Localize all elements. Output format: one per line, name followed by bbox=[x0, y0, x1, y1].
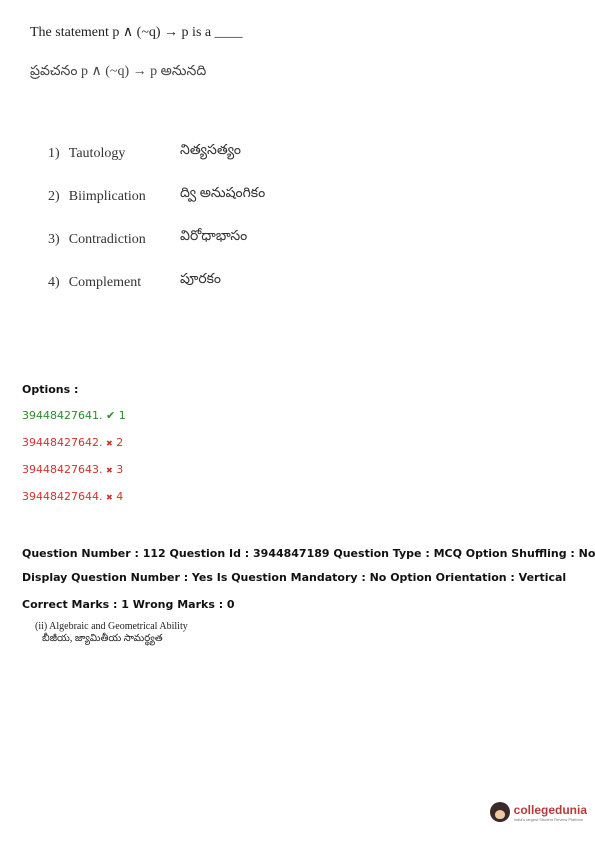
option-row bbox=[22, 463, 123, 476]
brand-name: collegedunia bbox=[513, 802, 587, 817]
question-english: The statement p ∧ (~q) → p is a ____ bbox=[30, 25, 243, 40]
option-row bbox=[22, 490, 123, 503]
choice-english: Complement bbox=[68, 275, 142, 290]
choice-english: Contradiction bbox=[68, 232, 146, 247]
question-meta-line-3: Correct Marks : 1 Wrong Marks : 0 bbox=[22, 598, 235, 611]
choice-4 bbox=[48, 271, 141, 291]
option-value: 2 bbox=[116, 436, 124, 449]
choice-1 bbox=[48, 142, 125, 162]
question-meta-line-2: Display Question Number : Yes Is Question Mandatory : No Option Orientation : Vertical bbox=[22, 571, 567, 584]
option-row bbox=[22, 409, 126, 422]
cross-icon: ✖ bbox=[105, 439, 113, 448]
choice-english: Biimplication bbox=[68, 189, 146, 204]
option-value: 3 bbox=[116, 463, 124, 476]
check-icon: ✔ bbox=[105, 409, 116, 422]
question-telugu: ప్రవచనం p ∧ (~q) → p అనునది bbox=[30, 64, 207, 79]
choice-telugu: నిత్యసత్యం bbox=[180, 143, 241, 158]
section-title-english: (ii) Algebraic and Geometrical Ability bbox=[35, 621, 188, 632]
choice-number: 1) bbox=[48, 146, 60, 161]
choice-number: 4) bbox=[48, 275, 60, 290]
option-id: 39448427643. bbox=[22, 463, 103, 476]
option-value: 4 bbox=[116, 490, 124, 503]
choice-telugu: విరోధాభాసం bbox=[180, 229, 248, 244]
section-title-telugu: బీజీయ, జ్యామితీయ సామర్థ్యత bbox=[42, 633, 163, 644]
option-row bbox=[22, 436, 123, 449]
cross-icon: ✖ bbox=[105, 493, 113, 502]
brand-logo bbox=[490, 802, 587, 822]
question-meta-line-1: Question Number : 112 Question Id : 3944847189 Question Type : MCQ Option Shuffling : No bbox=[22, 547, 595, 560]
option-id: 39448427641. bbox=[22, 409, 103, 422]
cross-icon: ✖ bbox=[105, 466, 113, 475]
option-id: 39448427642. bbox=[22, 436, 103, 449]
options-heading: Options : bbox=[22, 383, 79, 396]
choice-number: 2) bbox=[48, 189, 60, 204]
option-value: 1 bbox=[118, 409, 126, 422]
choice-telugu: పూరకం bbox=[180, 272, 222, 287]
mascot-icon bbox=[490, 802, 510, 822]
option-id: 39448427644. bbox=[22, 490, 103, 503]
choice-number: 3) bbox=[48, 232, 60, 247]
choice-telugu: ద్వి అనుషంగికం bbox=[180, 186, 266, 201]
choice-2 bbox=[48, 185, 146, 205]
choice-3 bbox=[48, 228, 146, 248]
brand-tagline: India's largest Student Review Platform bbox=[513, 816, 584, 822]
choice-english: Tautology bbox=[68, 146, 126, 161]
